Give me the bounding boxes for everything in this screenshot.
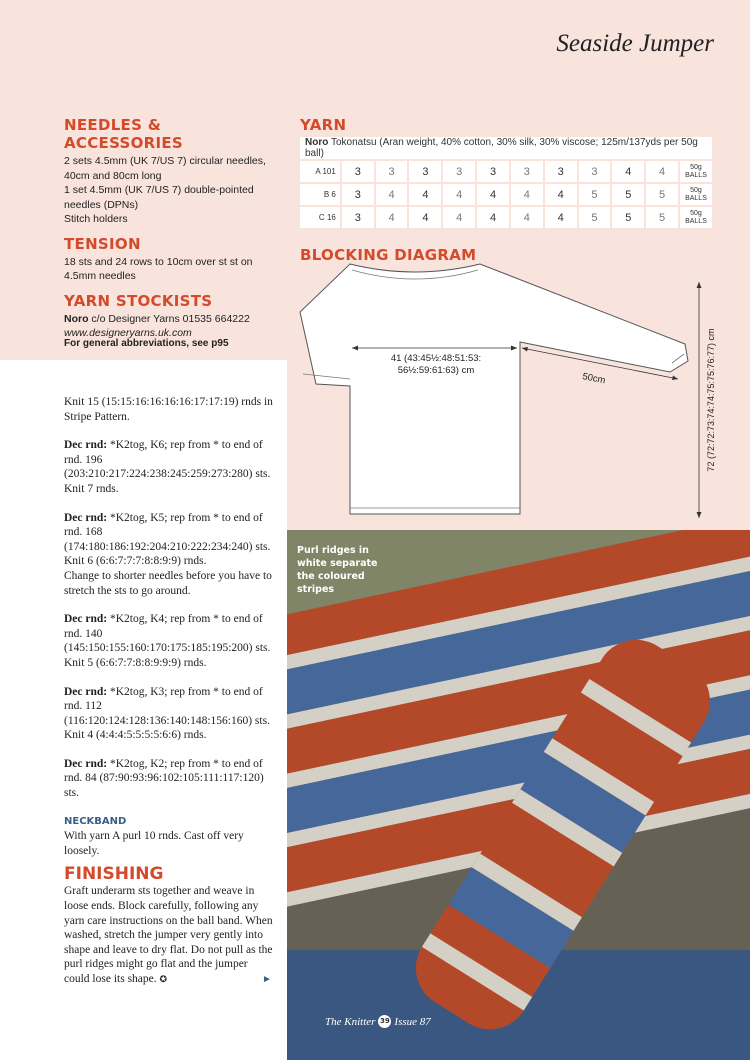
needles-line: Stitch holders	[64, 213, 128, 225]
yarn-brand: Noro	[305, 137, 329, 148]
arrow-head	[697, 512, 702, 518]
yarn-cell: 4	[511, 207, 545, 230]
stockist-phone: c/o Designer Yarns 01535 664222	[88, 312, 250, 325]
yarn-cell: 4	[511, 184, 545, 207]
dec-label: Dec rnd:	[64, 439, 108, 452]
yarn-row	[300, 184, 714, 207]
yarn-cell: 3	[342, 161, 376, 184]
yarn-cell: 4	[477, 207, 511, 230]
issue-number: Issue 87	[394, 1015, 431, 1028]
yarn-cell: 3	[477, 161, 511, 184]
yarn-cell: 4	[443, 184, 477, 207]
dec-label: Dec rnd:	[64, 757, 108, 770]
yarn-cell: 5	[646, 207, 680, 230]
unit-weight: 50g	[690, 187, 702, 194]
finishing-body: Graft underarm sts together and weave in loose ends. Block carefully, following any yarn care instructions on the ball band. When washed, stretch the jumper very gently into shape and leave to dry flat. Do not pull as the purl ridges might go flat and the jumper could lose its shape.	[64, 885, 273, 985]
arrow-head	[672, 376, 678, 381]
yarn-row	[300, 207, 714, 230]
knit-line: Knit 6 (6:6:7:7:7:8:8:9:9) rnds.	[64, 555, 207, 568]
yarn-cell: 3	[376, 161, 410, 184]
yarn-cell: 5	[579, 207, 613, 230]
yarn-cell: 4	[443, 207, 477, 230]
unit-weight: 50g	[690, 164, 702, 171]
needles-line: 2 sets 4.5mm (UK 7/US 7) circular needles,	[64, 155, 266, 167]
stockist-brand: Noro	[64, 312, 89, 325]
yarn-cell: 3	[342, 207, 376, 230]
jumper-outline	[300, 264, 688, 514]
blocking-heading: BLOCKING DIAGRAM	[300, 246, 477, 264]
yarn-cell: 5	[612, 207, 646, 230]
yarn-cell: 3	[545, 161, 579, 184]
dec-text: *K2tog, K5; rep from * to end of rnd. 168 (174:180:186:192:204:210:222:234:240) sts.	[64, 511, 271, 553]
dec-text: *K2tog, K4; rep from * to end of rnd. 140 (145:150:155:160:170:175:185:195:200) sts.	[64, 613, 271, 655]
yarn-shade: 16	[326, 213, 336, 222]
knit-line: Knit 4 (4:4:4:5:5:5:5:6:6) rnds.	[64, 729, 207, 742]
yarn-cell: 3	[443, 161, 477, 184]
yarn-cell: 3	[409, 161, 443, 184]
arrow-head	[522, 347, 528, 352]
yarn-cell: 5	[579, 184, 613, 207]
sleeve-measure-label: 50cm	[581, 371, 607, 387]
tension-line: 18 sts and 24 rows to 10cm over st st on	[64, 255, 253, 268]
instruction-para	[64, 612, 274, 670]
yarn-row-label	[300, 184, 342, 207]
yarn-heading: YARN	[300, 116, 347, 134]
yarn-row-label	[300, 207, 342, 230]
finishing-text	[64, 884, 274, 987]
yarn-description	[300, 137, 714, 161]
needles-heading: NEEDLES & ACCESSORIES	[64, 116, 184, 152]
stockist-contact	[64, 312, 284, 327]
yarn-table	[300, 137, 714, 230]
chest-measure-label: 41 (43:45½:48:51:53:	[390, 353, 482, 364]
instructions-column	[64, 395, 274, 1002]
needles-line: needles (DPNs)	[64, 198, 139, 211]
finishing-heading: FINISHING	[64, 864, 164, 885]
photo-caption: Purl ridges in white separate the coloured stripes	[297, 545, 378, 595]
abbreviations-note: For general abbreviations, see p95	[64, 338, 229, 349]
instruction-para	[64, 511, 274, 599]
yarn-cell: 4	[409, 207, 443, 230]
yarn-cell: 4	[612, 161, 646, 184]
yarn-cell: 4	[409, 184, 443, 207]
yarn-cell: 3	[511, 161, 545, 184]
stockists-heading: YARN STOCKISTS	[64, 291, 213, 310]
dec-text: *K2tog, K3; rep from * to end of rnd. 112 (116:120:124:128:136:140:148:156:160) sts.	[64, 685, 270, 727]
continue-arrow-icon: ►	[262, 974, 272, 985]
yarn-row-label	[300, 161, 342, 184]
knit-note: Change to shorter needles before you have to stretch the sts to go around.	[64, 569, 272, 597]
unit-balls: BALLS	[685, 171, 707, 179]
yarn-shade: 101	[322, 167, 336, 176]
instruction-para	[64, 685, 274, 743]
neckband-heading: NECKBAND	[64, 815, 127, 827]
knitted-sleeve-illustration	[287, 530, 750, 1060]
materials-column	[64, 116, 284, 349]
unit-weight: 50g	[690, 210, 702, 217]
tension-line: 4.5mm needles	[64, 270, 136, 282]
yarn-cell: 5	[646, 184, 680, 207]
yarn-cell: 4	[376, 184, 410, 207]
arrow-head	[697, 282, 702, 288]
magazine-name: The Knitter	[325, 1015, 376, 1028]
yarn-letter: C	[318, 213, 325, 222]
knit-line: Knit 7 rnds.	[64, 482, 119, 495]
instruction-para	[64, 757, 274, 801]
stockist-website[interactable]: www.designeryarns.uk.com	[64, 327, 192, 339]
yarn-details: Tokonatsu (Aran weight, 40% cotton, 30% silk, 30% viscose; 125m/137yds per 50g ball)	[305, 137, 698, 159]
needles-line: 1 set 4.5mm (UK 7/US 7) double-pointed	[64, 184, 254, 196]
chest-measure-label: 56½:59:61:63) cm	[397, 365, 475, 376]
yarn-cell: 4	[646, 161, 680, 184]
dec-text: *K2tog, K2; rep from * to end of rnd. 84 (87:90:93:96:102:105:111:117:120) sts.	[64, 757, 264, 800]
dec-label: Dec rnd:	[64, 685, 108, 698]
yarn-cell: 4	[477, 184, 511, 207]
stockists-section	[64, 292, 284, 341]
yarn-cell: 3	[342, 184, 376, 207]
yarn-shade: 6	[331, 190, 336, 199]
neckband-text: With yarn A purl 10 rnds. Cast off very loosely.	[64, 830, 244, 857]
yarn-unit	[680, 184, 714, 207]
sleeve-photo	[287, 530, 750, 1060]
unit-balls: BALLS	[685, 217, 707, 225]
needles-section	[64, 116, 284, 227]
length-measure-label: 72 (72:72:73:74:74:75:75:76:77) cm	[706, 328, 716, 472]
page-number: 39	[378, 1015, 391, 1028]
dec-label: Dec rnd:	[64, 511, 108, 524]
needles-line: 40cm and 80cm long	[64, 169, 162, 182]
page-title: Seaside Jumper	[556, 30, 714, 57]
yarn-unit	[680, 161, 714, 184]
yarn-letter: B	[323, 190, 330, 199]
page-footer	[325, 1015, 431, 1028]
yarn-cell: 5	[612, 184, 646, 207]
dec-label: Dec rnd:	[64, 613, 108, 626]
tension-section	[64, 235, 284, 284]
end-mark-icon: ✪	[159, 975, 168, 985]
yarn-cell: 3	[579, 161, 613, 184]
knit-line: Knit 5 (6:6:7:7:8:8:9:9:9) rnds.	[64, 656, 207, 669]
unit-balls: BALLS	[685, 194, 707, 202]
dec-text: *K2tog, K6; rep from * to end of rnd. 196 (203:210:217:224:238:245:259:273:280) sts.	[64, 439, 271, 481]
instruction-para: Knit 15 (15:15:16:16:16:16:17:17:19) rnds in Stripe Pattern.	[64, 396, 273, 423]
yarn-cell: 4	[376, 207, 410, 230]
instruction-para	[64, 438, 274, 496]
blocking-diagram	[290, 262, 750, 527]
yarn-unit	[680, 207, 714, 230]
yarn-row	[300, 161, 714, 184]
yarn-cell: 4	[545, 184, 579, 207]
yarn-cell: 4	[545, 207, 579, 230]
yarn-letter: A	[315, 167, 321, 176]
tension-heading: TENSION	[64, 234, 141, 253]
yarn-table-header	[300, 137, 714, 161]
